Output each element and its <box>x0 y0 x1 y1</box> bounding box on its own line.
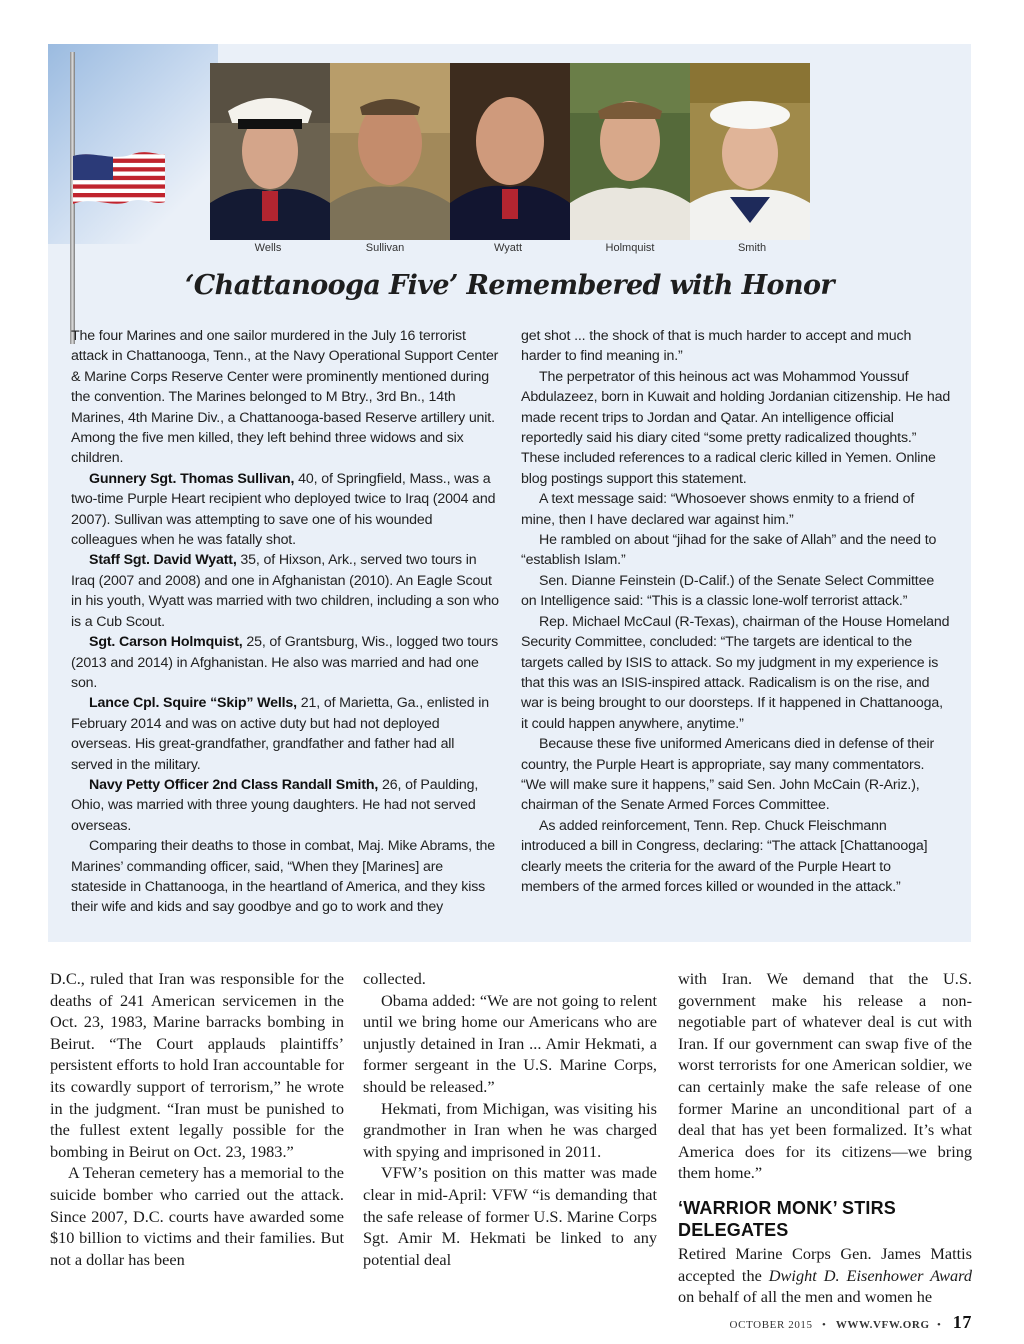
paragraph-text: Retired Marine Corps Gen. James Mattis accepted the <box>678 1244 972 1285</box>
paragraph: Rep. Michael McCaul (R-Texas), chairman of the House Homeland Security Committee, concluded: “The targets are identical to the targets called by ISIS to attack. So my judgment in my experience is that this was an ISIS-inspired attack. Radicalism is on the rise, and war is being brought to our doorsteps. If it happened in Chattanooga, it could happen anywhere, anytime.” <box>521 613 950 732</box>
paragraph <box>71 632 499 693</box>
paragraph: with Iran. We demand that the U.S. government make his release a non-negotiable part of whatever deal is cut with Iran. If our government can swap five of the worst terrorists for one American soldier, we can certainly make the safe release of one former Marine an unconditional part of a deal that has yet been formalized. It’s what America does for its citizens—we bring them home.” <box>678 969 972 1183</box>
page-number: 17 <box>952 1312 972 1332</box>
award-name: Dwight D. Eisenhower Award <box>768 1265 973 1285</box>
sidebar-column-right <box>521 326 951 897</box>
article-column-2 <box>363 968 657 1270</box>
footer-separator: • <box>936 1319 942 1331</box>
section-heading: ‘WARRIOR MONK’ STIRS DELEGATES <box>678 1197 897 1240</box>
sidebar-title: ‘Chattanooga Five’ Remembered with Honor <box>184 270 835 301</box>
paragraph: VFW’s position on this matter was made clear in mid-April: VFW “is demanding that the safe release of former U.S. Marine Corps Sgt. Amir M. Hekmati be linked to any potential deal <box>363 1163 657 1269</box>
name-lead: Staff Sgt. David Wyatt, <box>89 552 237 569</box>
sidebar-column-left <box>71 326 499 918</box>
portrait-photo-sullivan <box>330 63 450 240</box>
photo-caption-smith: Smith <box>737 242 767 254</box>
photo-caption-wells: Wells <box>254 242 282 254</box>
paragraph-text: 26, of Paulding, Ohio, was married with three young daughters. He had not served overseas. <box>71 776 479 834</box>
page-footer <box>730 1312 972 1333</box>
paragraph: He rambled on about “jihad for the sake of Allah” and the need to “establish Islam.” <box>521 532 937 569</box>
photo-caption-wyatt: Wyatt <box>493 242 522 254</box>
paragraph: As added reinforcement, Tenn. Rep. Chuck Fleischmann introduced a bill in Congress, declaring: “The attack [Chattanooga] clearly meets the criteria for the award of the Purple Heart to members of the armed forces killed or wounded in the attack.” <box>521 817 928 895</box>
paragraph: Obama added: “We are not going to relent until we bring home our Americans who are unjustly detained in Iran ... Amir Hekmati, a former sergeant in the U.S. Marine Corps, should be released.” <box>363 990 657 1096</box>
article-column-3 <box>678 968 972 1308</box>
name-lead: Lance Cpl. Squire “Skip” Wells, <box>89 695 297 712</box>
footer-separator: • <box>822 1319 827 1331</box>
photo-caption-holmquist: Holmquist <box>605 242 655 254</box>
portrait-photo-wyatt <box>450 63 570 240</box>
article-column-1 <box>50 968 344 1270</box>
paragraph: collected. <box>363 969 426 988</box>
website-url: WWW.VFW.ORG <box>835 1319 930 1331</box>
paragraph: D.C., ruled that Iran was responsible for the deaths of 241 American servicemen in the Oct. 23, 1983, Marine barracks bombing in Beirut. “The Court applauds plaintiffs’ persistent efforts to hold Iran accountable for its cowardly support of terrorism,” he wrote in the judgment. “Iran must be punished to the fullest extent legally possible for the bombing in Beirut on Oct. 23, 1983.” <box>50 969 344 1161</box>
paragraph <box>71 693 499 775</box>
paragraph <box>71 469 499 551</box>
paragraph: A Teheran cemetery has a memorial to the suicide bomber who carried out the attack. Since 2007, D.C. courts have awarded some $10 billion to victims and their families. But not a dollar has been <box>50 1163 344 1269</box>
paragraph <box>678 1243 972 1308</box>
portrait-photo-holmquist <box>570 63 690 240</box>
paragraph-text: 25, of Grantsburg, Wis., logged two tours (2013 and 2014) in Afghanistan. He also was married and had one son. <box>71 634 499 691</box>
name-lead: Gunnery Sgt. Thomas Sullivan, <box>89 470 295 487</box>
issue-date: OCTOBER 2015 <box>729 1319 813 1331</box>
paragraph: get shot ... the shock of that is much harder to accept and much harder to find meaning in.” <box>521 328 912 365</box>
portrait-photo-smith <box>690 63 810 240</box>
name-lead: Sgt. Carson Holmquist, <box>89 634 243 651</box>
paragraph: Hekmati, from Michigan, was visiting his grandmother in Iran when he was charged with spying and imprisoned in 2011. <box>363 1098 657 1161</box>
paragraph: The four Marines and one sailor murdered in the July 16 terrorist attack in Chattanooga, Tenn., at the Navy Operational Support Center & Marine Corps Reserve Center were prominently mentioned during the convention. The Marines belonged to M Btry., 3rd Bn., 14th Marines, 4th Marine Div., a Chattanooga-based Reserve artillery unit. Among the five men killed, they left behind three widows and six children. <box>71 328 499 467</box>
photo-caption-sullivan: Sullivan <box>365 242 405 254</box>
paragraph: Because these five uniformed Americans died in defense of their country, the Purple Heart is appropriate, say many commentators. “We will make sure it happens,” said Sen. John McCain (R-Ariz.), chairman of the Senate Armed Forces Committee. <box>521 736 935 814</box>
paragraph: Comparing their deaths to those in combat, Maj. Mike Abrams, the Marines’ commanding officer, said, “When they [Marines] are stateside in Chattanooga, in the heartland of America, and they kiss their wife and kids and say goodbye and go to work and they <box>71 838 495 916</box>
paragraph: Sen. Dianne Feinstein (D-Calif.) of the Senate Select Committee on Intelligence said: “This is a classic lone-wolf terrorist attack.” <box>521 572 935 610</box>
paragraph-text: 21, of Marietta, Ga., enlisted in February 2014 and was on active duty but had not deployed overseas. His great-grandfather, grandfather and father had all served in the military. <box>71 695 490 773</box>
paragraph <box>71 775 499 836</box>
paragraph-text: 40, of Springfield, Mass., was a two-time Purple Heart recipient who deployed twice to Iraq (2004 and 2007). Sullivan was attempting to save one of his wounded colleagues when he was fatally shot. <box>71 470 496 549</box>
paragraph: A text message said: “Whosoever shows enmity to a friend of mine, then I have declared war against him.” <box>521 491 915 528</box>
american-flag-icon <box>73 150 165 206</box>
portrait-photo-wells <box>210 63 330 240</box>
paragraph-text: on behalf of all the men and women he <box>678 1287 933 1307</box>
paragraph-text: 35, of Hixson, Ark., served two tours in Iraq (2007 and 2008) and one in Afghanistan (2010). An Eagle Scout in his youth, Wyatt was married with two children, including a son who is a Cub Scout. <box>71 552 499 630</box>
paragraph: The perpetrator of this heinous act was Mohammod Youssuf Abdulazeez, born in Kuwait and holding Jordanian citizenship. He had made recent trips to Jordan and Qatar. An intelligence official reportedly said his diary cited “some pretty radicalized thoughts.” These included references to a radical cleric killed in Yemen. Online blog postings support this statement. <box>521 368 951 487</box>
name-lead: Navy Petty Officer 2nd Class Randall Smith, <box>89 776 379 793</box>
paragraph <box>71 550 499 632</box>
